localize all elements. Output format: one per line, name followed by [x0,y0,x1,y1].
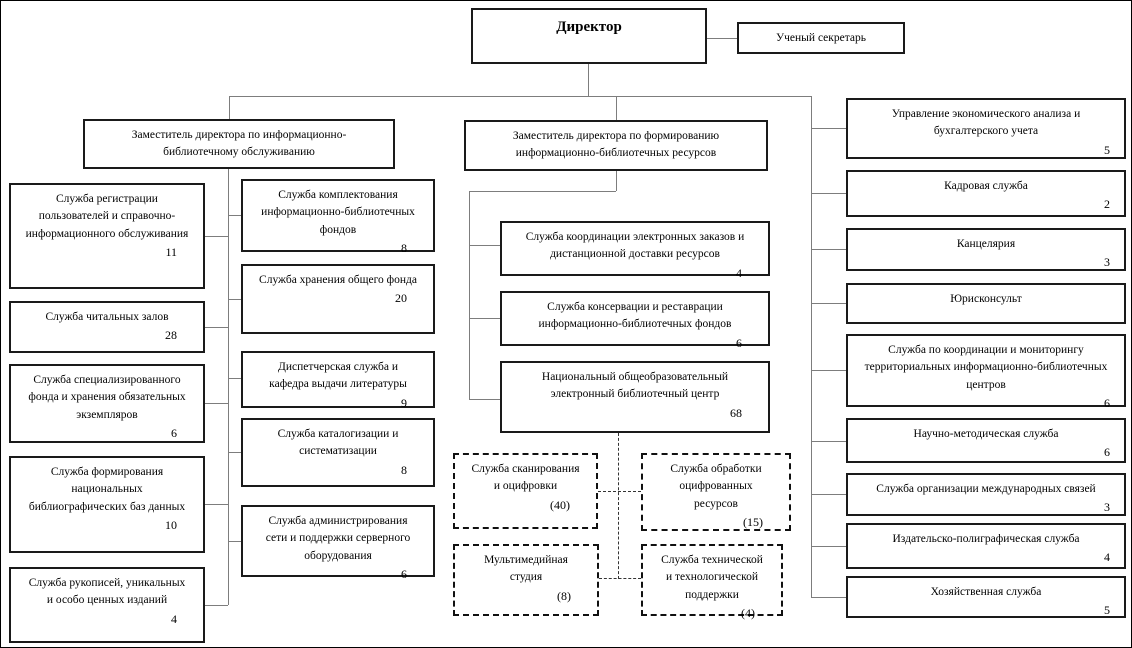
box-manuscripts-service [9,567,205,643]
box-deputy-library-service [83,119,395,169]
box-label: Диспетчерская служба и кафедра выдачи литературы [269,361,407,391]
box-label: Служба регистрации пользователей и справочно-информационного обслуживания [25,193,189,240]
box-count: (8) [557,588,571,603]
connector-line [707,38,737,39]
box-network-administration-service [241,505,435,581]
box-legal-counsel [846,283,1126,324]
box-label: Служба технической и технологической поддержки [661,554,763,601]
box-count: 20 [395,291,407,306]
box-territorial-centers-coordination-service [846,334,1126,410]
box-label: Заместитель директора по формированию информационно-библиотечных ресурсов [512,130,720,160]
box-economic-analysis-accounting [846,98,1126,159]
box-count: 10 [165,517,177,532]
box-label: Управление экономического анализа и бухгалтерского учета [891,108,1081,138]
connector-line [205,236,228,237]
connector-line [229,96,230,119]
box-label: Служба сканирования и оцифровки [471,463,580,493]
box-label: Национальный общеобразовательный электронный библиотечный центр [541,371,729,401]
connector-line [588,64,589,96]
box-label: Служба по координации и мониторингу территориальных информационно-библиотечных центров [864,344,1108,391]
box-label: Служба комплектования информационно-библиотечных фондов [261,189,415,236]
box-count: 6 [736,335,742,350]
box-count: 4 [736,265,742,280]
dashed-connector-line [599,578,641,579]
box-label: Служба хранения общего фонда [259,274,417,286]
box-specialized-fund-service [9,364,205,443]
box-count: 6 [171,425,177,440]
box-cataloging-service [241,418,435,487]
connector-line [228,215,241,216]
box-label: Служба рукописей, уникальных и особо ценных изданий [28,577,186,607]
box-deputy-resources [464,120,768,171]
box-household-service [846,576,1126,618]
box-label: Служба каталогизации и систематизации [277,428,399,458]
connector-line [811,128,846,129]
connector-line [228,169,229,605]
box-hr-service [846,170,1126,217]
box-label: Заместитель директора по информационно-библиотечному обслуживанию [131,129,347,159]
connector-line [228,378,241,379]
box-count: (15) [743,514,763,529]
box-count: 6 [1104,395,1110,410]
box-reading-rooms-service [9,301,205,353]
connector-line [469,318,500,319]
box-international-relations-service [846,473,1126,516]
box-digitized-resources-processing-unit [641,453,791,531]
box-count: 28 [165,328,177,343]
box-label: Служба читальных залов [45,311,169,323]
box-label: Служба координации электронных заказов и дистанционной доставки ресурсов [525,231,745,261]
box-general-fund-storage-service [241,264,435,334]
box-count: 4 [171,611,177,626]
connector-line [205,605,228,606]
connector-line [616,96,617,120]
box-count: 11 [165,244,177,259]
box-count: 3 [1104,500,1110,515]
connector-line [811,370,846,371]
box-count: 4 [1104,550,1110,565]
box-count: 9 [401,395,407,410]
connector-line [228,299,241,300]
dashed-connector-line [598,491,641,492]
box-label: Издательско-полиграфическая служба [892,533,1080,545]
connector-line [811,597,846,598]
connector-line [811,193,846,194]
box-count: (4) [741,605,755,620]
box-scanning-digitization-unit [453,453,598,529]
box-count: 5 [1104,603,1110,618]
connector-line [205,403,228,404]
connector-line [469,191,616,192]
box-count: 8 [401,240,407,255]
connector-line [469,399,500,400]
box-label: Кадровая служба [944,180,1028,192]
dashed-connector-line [618,433,619,579]
box-publishing-printing-service [846,523,1126,569]
box-label: Служба организации международных связей [876,483,1096,495]
connector-line [811,249,846,250]
box-label: Директор [556,19,622,35]
box-dispatch-service [241,351,435,408]
box-chancellery [846,228,1126,271]
box-label: Юрисконсульт [950,293,1022,305]
box-label: Служба формирования национальных библиографических баз данных [28,466,186,513]
connector-line [205,327,228,328]
box-technical-support-unit [641,544,783,620]
connector-line [228,541,241,542]
box-count: 68 [730,405,742,420]
box-director [471,8,707,64]
connector-line [811,494,846,495]
box-bibliographic-databases-service [9,456,205,553]
box-national-elibrary-center [500,361,770,433]
box-registration-service [9,183,205,289]
box-multimedia-studio-unit [453,544,599,616]
connector-line [811,303,846,304]
connector-line [205,504,228,505]
box-count: 2 [1104,197,1110,212]
box-label: Служба консервации и реставрации информационно-библиотечных фондов [538,301,732,331]
box-label: Служба обработки оцифрованных ресурсов [670,463,762,510]
connector-line [469,191,470,399]
box-count: 6 [1104,445,1110,460]
box-secretary [737,22,905,54]
box-label: Служба специализированного фонда и хранения обязательных экземпляров [28,374,186,421]
box-label: Канцелярия [956,238,1016,250]
box-conservation-restoration-service [500,291,770,350]
box-count: 5 [1104,142,1110,157]
connector-line [229,96,812,97]
box-count: (40) [550,497,570,512]
box-count: 3 [1104,255,1110,270]
box-count: 6 [401,566,407,581]
box-eorders-delivery-service [500,221,770,280]
connector-line [616,170,617,191]
connector-line [228,452,241,453]
box-label: Хозяйственная служба [930,586,1042,598]
connector-line [811,96,812,597]
connector-line [811,546,846,547]
box-acquisition-service [241,179,435,255]
box-scientific-methodical-service [846,418,1126,463]
box-label: Мультимедийная студия [484,554,568,584]
box-count: 8 [401,462,407,477]
box-label: Служба администрирования сети и поддержки серверного оборудования [265,515,411,562]
box-label: Научно-методическая служба [913,428,1059,440]
connector-line [811,441,846,442]
connector-line [469,245,500,246]
box-label: Ученый секретарь [776,32,866,44]
